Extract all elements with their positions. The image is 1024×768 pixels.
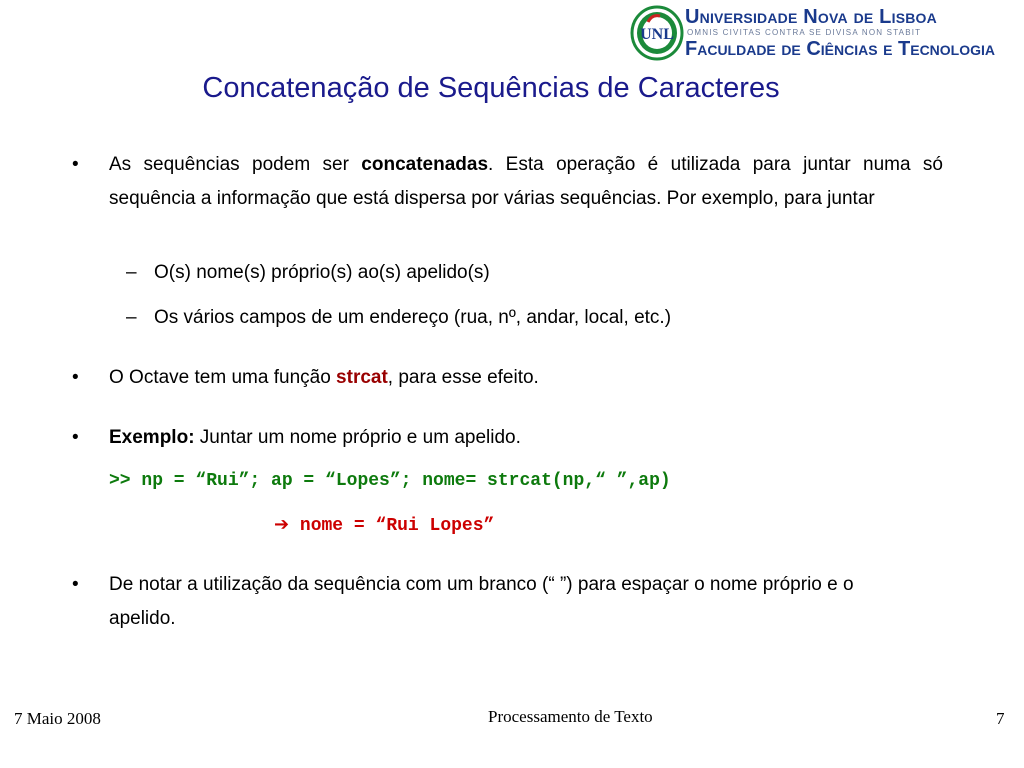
code-line: >> np = “Rui”; ap = “Lopes”; nome= strcat(np,“ ”,ap) (109, 471, 671, 491)
bullet-marker: • (72, 427, 79, 448)
dash-marker: – (126, 262, 137, 283)
footer-course: Processamento de Texto (488, 707, 653, 726)
bullet-concatenation-intro (109, 148, 943, 216)
arrow-icon: ➔ (274, 514, 290, 535)
bold-term: concatenadas (361, 154, 489, 175)
footer-date: 7 Maio 2008 (14, 709, 101, 728)
bullet-text: As sequências podem ser (109, 154, 362, 175)
bullet-space-note: De notar a utilização da sequência com um branco (“ ”) para espaçar o nome próprio e o apelido. (109, 574, 854, 629)
bullet-text: , para esse efeito. (387, 367, 539, 388)
faculty-name: Faculdade de Ciências e Tecnologia (685, 38, 996, 60)
slide-title: Concatenação de Sequências de Caracteres (202, 72, 780, 104)
bullet-text: . Esta operação é utilizada para juntar numa só sequência a informação que está dispersa por várias sequências. Por exemplo, para juntar (109, 154, 943, 209)
university-name: Universidade Nova de Lisboa (685, 6, 937, 28)
bullet-marker: • (72, 367, 79, 388)
example-label: Exemplo: (109, 427, 195, 448)
university-motto: OMNIS CIVITAS CONTRA SE DIVISA NON STABIT (687, 28, 922, 37)
subitem-address: Os vários campos de um endereço (rua, nº, andar, local, etc.) (154, 307, 672, 328)
result-text: nome = “Rui Lopes” (299, 516, 495, 536)
logo-monogram: UNL (640, 26, 674, 43)
code-result (274, 511, 494, 540)
bullet-marker: • (72, 154, 79, 175)
bullet-text: O Octave tem uma função (109, 367, 337, 388)
page-number: 7 (996, 709, 1005, 728)
subitem-name: O(s) nome(s) próprio(s) ao(s) apelido(s) (154, 262, 490, 283)
bullet-text: Juntar um nome próprio e um apelido. (194, 427, 521, 448)
bullet-marker: • (72, 574, 79, 595)
bullet-example (109, 421, 943, 455)
bullet-strcat (109, 361, 943, 395)
function-name: strcat (336, 367, 388, 388)
dash-marker: – (126, 307, 137, 328)
